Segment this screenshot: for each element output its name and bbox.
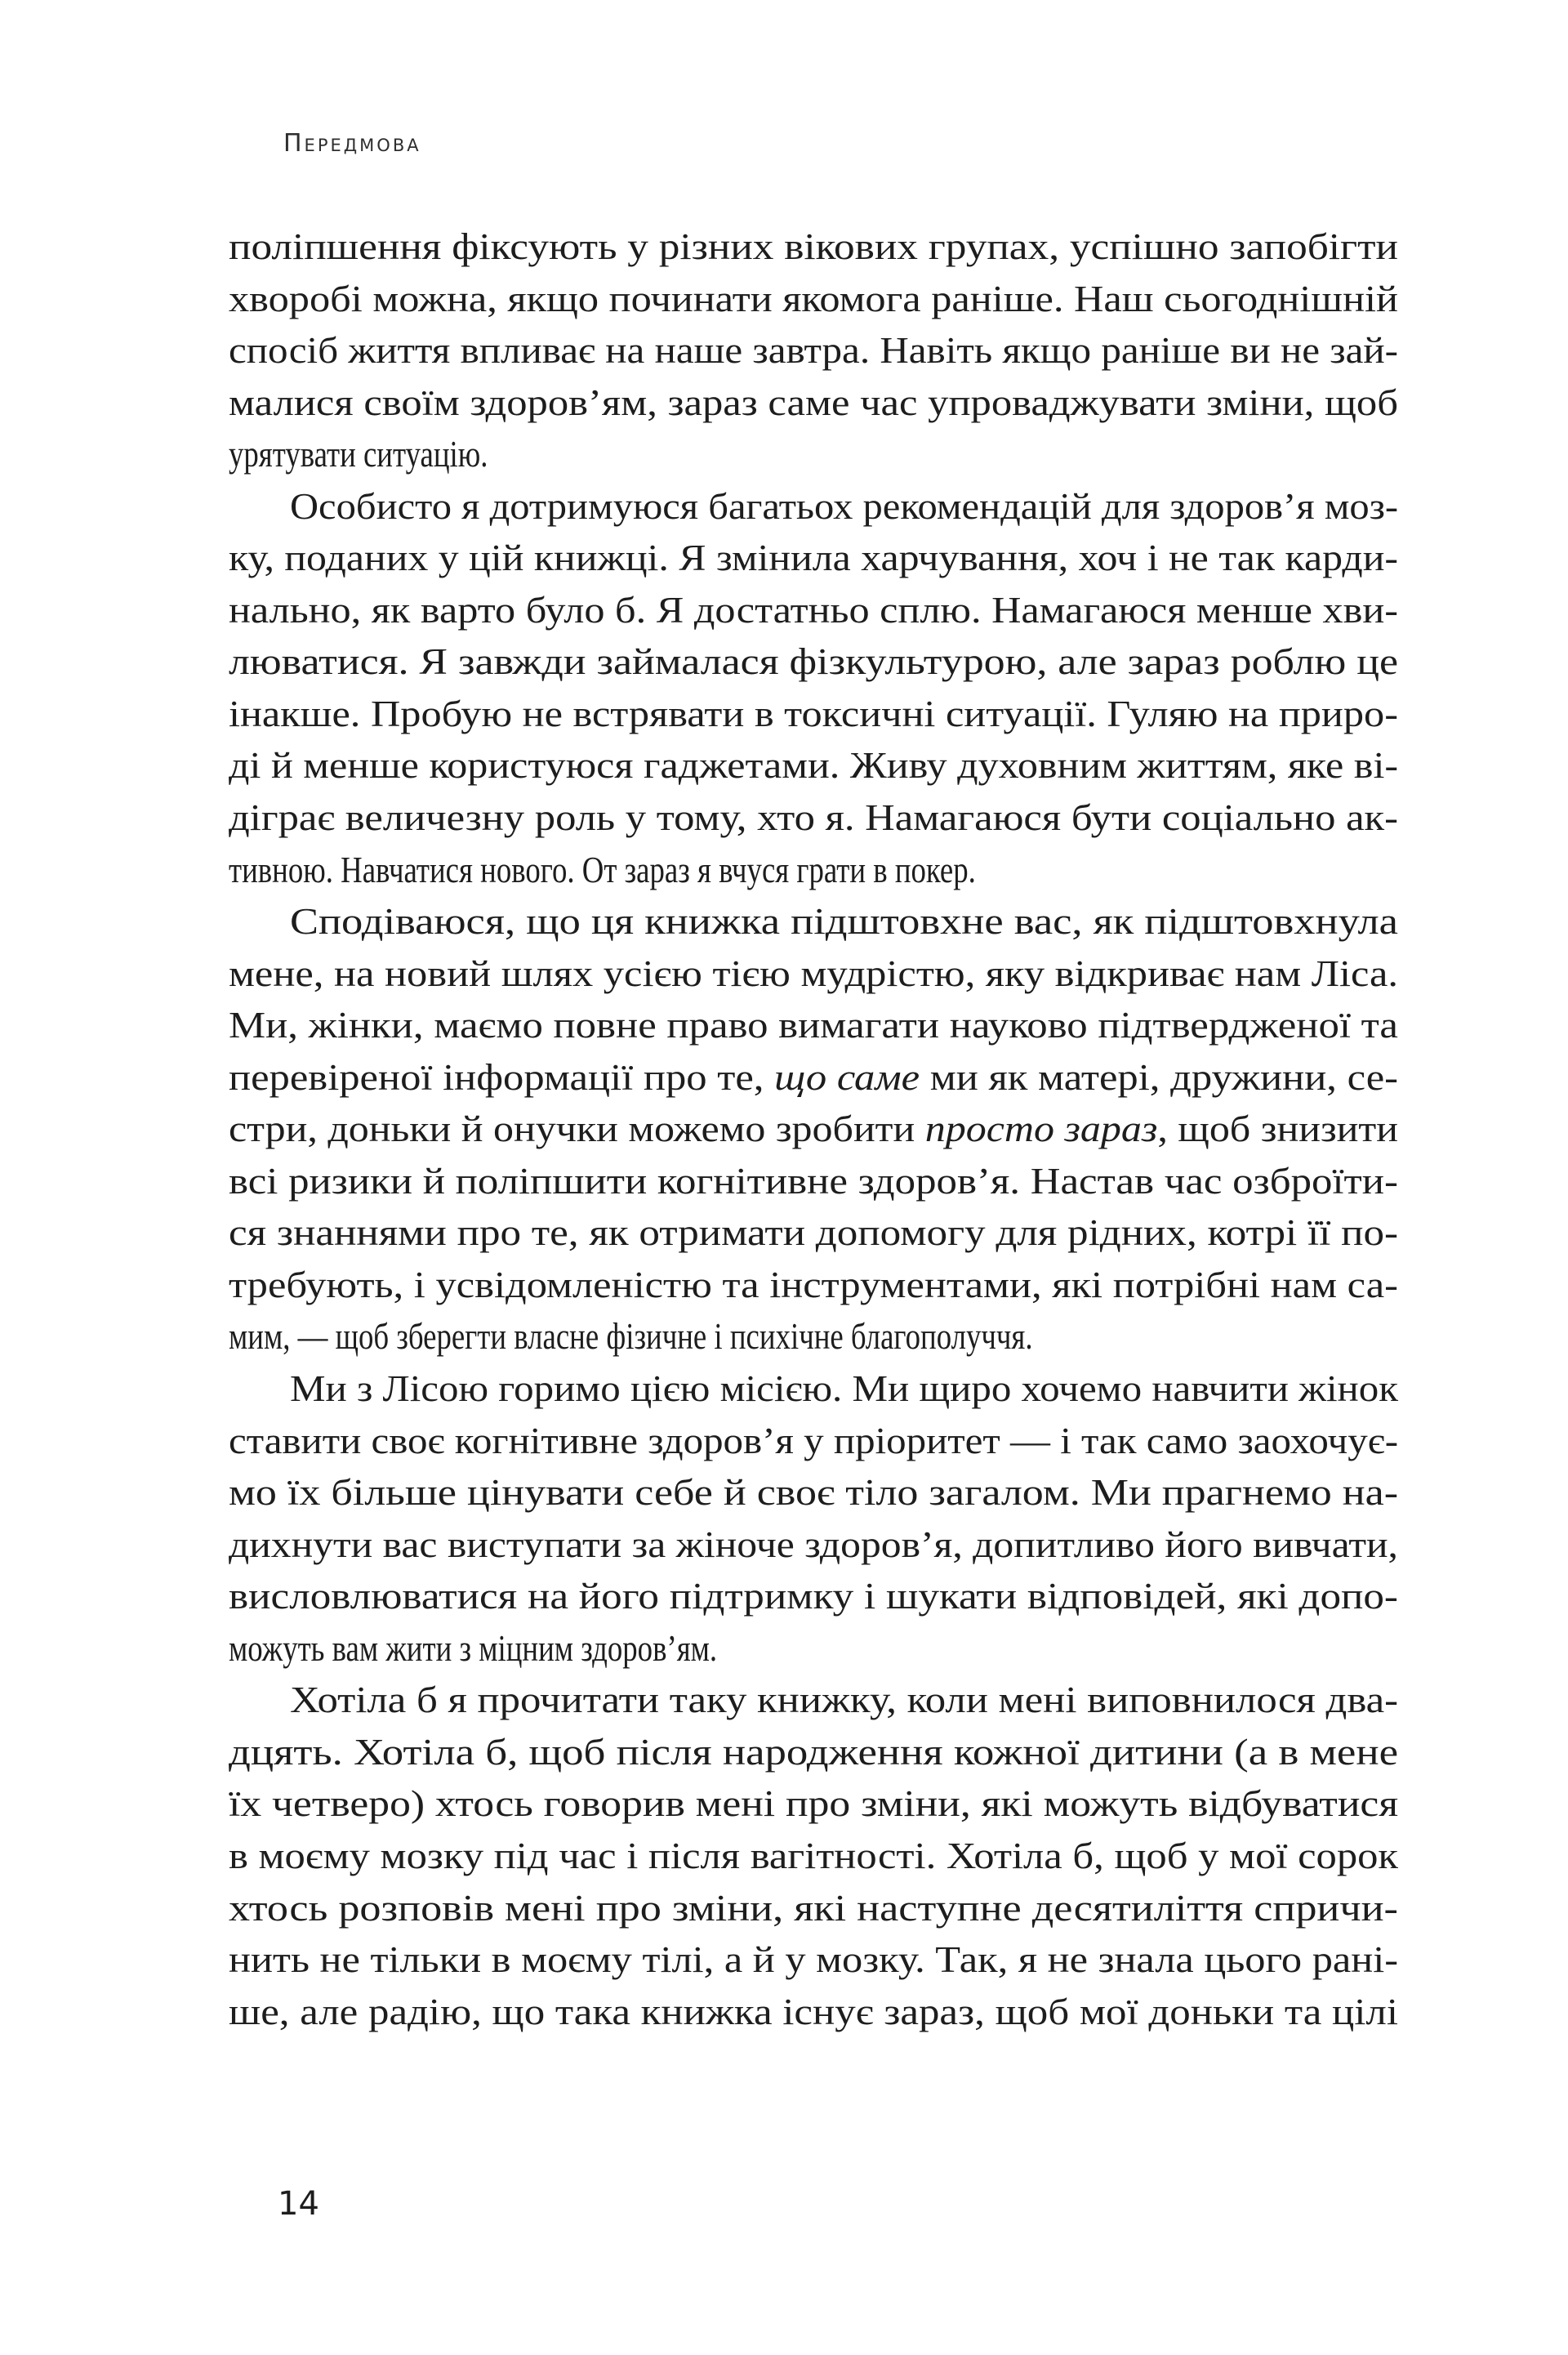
text-line: мене, на новий шлях усією тією мудрістю, яку відкриває нам Ліса.: [229, 952, 1399, 994]
text-line: висловлюватися на його підтримку і шукати відповідей, які допо-: [229, 1575, 1398, 1617]
text-line: поліпшення фіксують у різних вікових групах, успішно запобігти: [229, 225, 1398, 267]
text-line: ше, але радію, що така книжка існує зараз, щоб мої доньки та цілі: [229, 1990, 1398, 2032]
text-line: ставити своє когнітивне здоров’я у пріоритет — і так само заохочує-: [229, 1419, 1398, 1461]
text-line: дихнути вас виступати за жіноче здоров’я, допитливо його вивчати,: [229, 1523, 1398, 1565]
page-number: 14: [278, 2185, 319, 2223]
text-line: можуть вам жити з міцним здоров’ям.: [229, 1626, 718, 1669]
paragraph: [229, 1674, 1398, 2037]
text-line: діграє величезну роль у тому, хто я. Намагаюся бути соціально ак-: [229, 796, 1399, 839]
text-line: Ми з Лісою горимо цією місією. Ми щиро хочемо навчити жінок: [290, 1367, 1399, 1410]
text-line: дцять. Хотіла б, щоб після народження кожної дитини (а в мене: [229, 1730, 1399, 1773]
text-line: Особисто я дотримуюся багатьох рекомендацій для здоров’я моз-: [290, 484, 1399, 527]
text-line: мим, — щоб зберегти власне фізичне і психічне благополуччя.: [229, 1315, 1033, 1358]
text-line: їх четверо) хтось говорив мені про зміни, які можуть відбуватися: [229, 1782, 1399, 1825]
text-line: ді й менше користуюся гаджетами. Живу духовним життям, яке ві-: [229, 744, 1399, 787]
text-line: спосіб життя впливає на наше завтра. Навіть якщо раніше ви не зай-: [229, 329, 1399, 372]
emphasis: що саме: [774, 1055, 920, 1098]
paragraph: [229, 895, 1398, 1363]
paragraph: [229, 221, 1398, 480]
body-text: [229, 221, 1398, 2037]
text-line: тивною. Навчатися нового. От зараз я вчуся грати в покер.: [229, 848, 976, 890]
text-line: в моєму мозку під час і після вагітності. Хотіла б, щоб у мої сорок: [229, 1834, 1399, 1876]
text-line: Сподіваюся, що ця книжка підштовхне вас, як підштовхнула: [290, 900, 1398, 943]
text-line: Хотіла б я прочитати таку книжку, коли мені виповнилося два-: [290, 1679, 1399, 1721]
text-line: нально, як варто було б. Я достатньо сплю. Намагаюся менше хви-: [229, 588, 1398, 631]
text-line: всі ризики й поліпшити когнітивне здоров’я. Настав час озброїти-: [229, 1159, 1398, 1202]
text-line: нить не тільки в моєму тілі, а й у мозку. Так, я не знала цього рані-: [229, 1938, 1399, 1981]
text-line: хворобі можна, якщо починати якомога раніше. Наш сьогоднішній: [229, 277, 1398, 319]
text-line: урятувати ситуацію.: [229, 433, 488, 475]
paragraph: [229, 480, 1398, 895]
running-head: Передмова: [283, 129, 421, 158]
text-line: інакше. Пробую не встрявати в токсичні ситуації. Гуляю на приро-: [229, 692, 1398, 734]
text-line: ку, поданих у цій книжці. Я змінила харчування, хоч і не так карди-: [229, 537, 1398, 579]
text-line: стри, доньки й онучки можемо зробити просто зараз, щоб знизити: [229, 1108, 1399, 1150]
text-line: люватися. Я завжди займалася фізкультурою, але зараз роблю це: [229, 640, 1399, 683]
emphasis: просто зараз: [924, 1108, 1158, 1150]
text-line: мо їх більше цінувати себе й своє тіло загалом. Ми прагнемо на-: [229, 1471, 1399, 1514]
text-line: хтось розповів мені про зміни, які наступне десятиліття спричи-: [229, 1886, 1398, 1929]
text-line: малися своїм здоров’ям, зараз саме час упроваджувати зміни, щоб: [229, 381, 1399, 423]
text-line: требують, і усвідомленістю та інструментами, які потрібні нам са-: [229, 1263, 1398, 1305]
text-line: ся знаннями про те, як отримати допомогу для рідних, котрі її по-: [229, 1211, 1399, 1254]
text-line: перевіреної інформації про те, що саме ми як матері, дружини, се-: [229, 1055, 1399, 1098]
paragraph: [229, 1363, 1398, 1674]
text-line: Ми, жінки, маємо повне право вимагати науково підтвердженої та: [229, 1004, 1398, 1046]
